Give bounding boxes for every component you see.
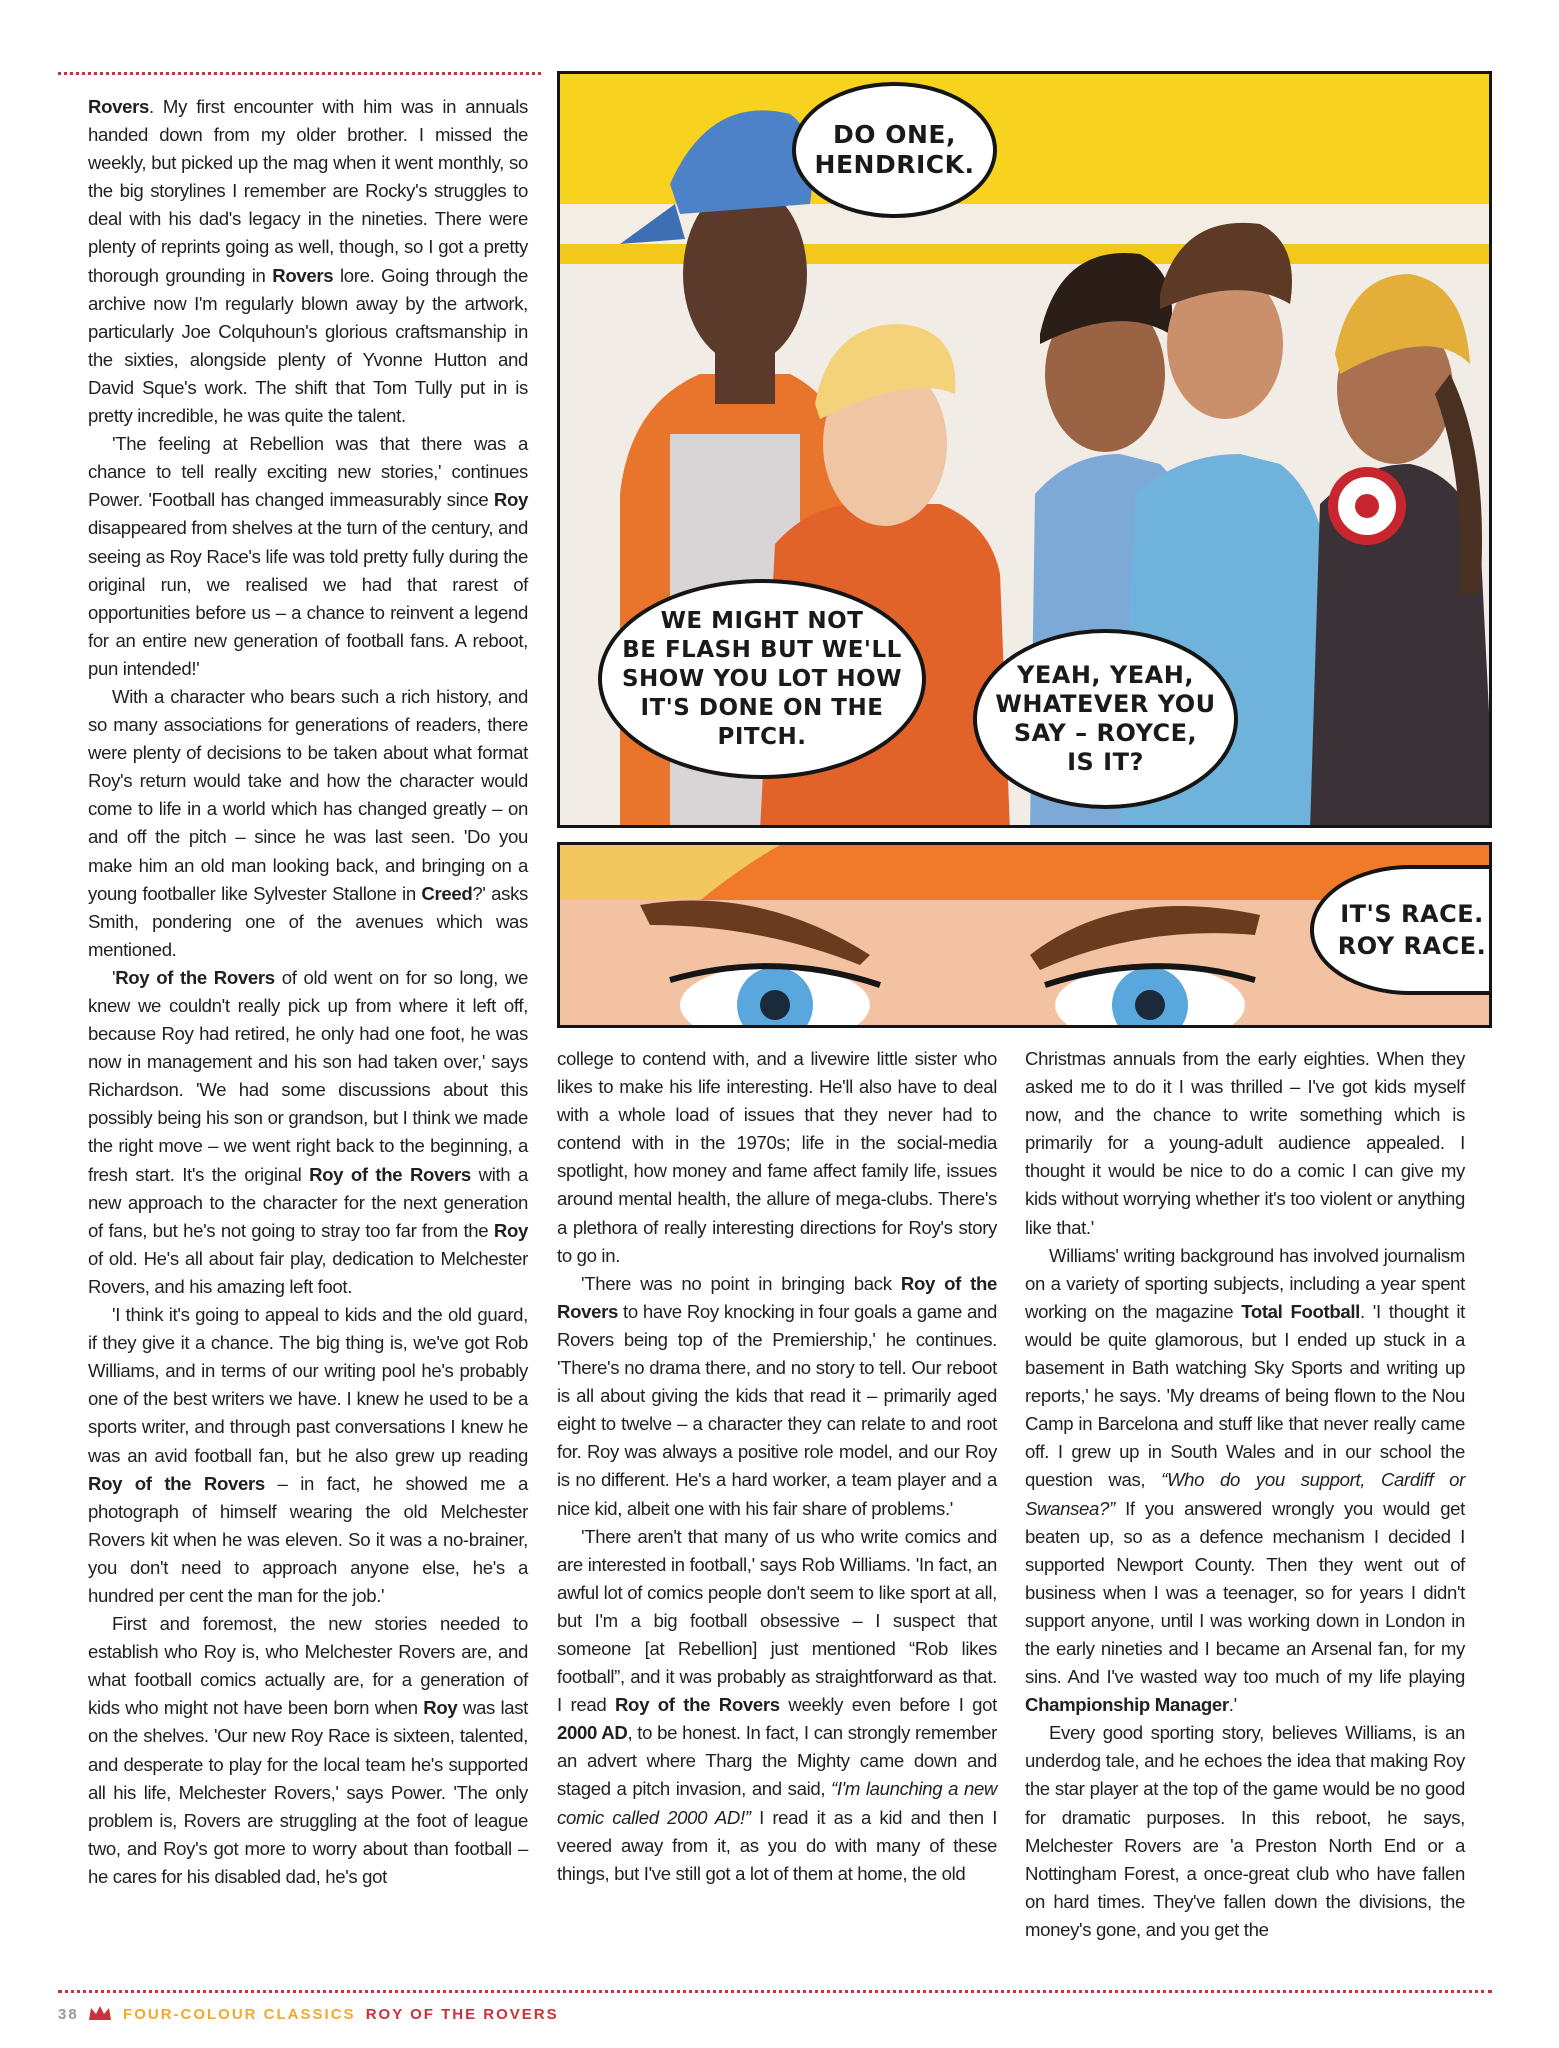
speech-text: DO ONE, HENDRICK. [814,120,975,179]
paragraph: 'There aren't that many of us who write comics and are interested in football,' says Rob Williams. 'In fact, an awful lot of comics people don't seem to like sport at all, but I'm a big football obsessive – I suspect that someone [at Rebellion] just mentioned “Rob likes football”, and it was probably as straightforward as that. I read Roy of the Rovers weekly even before I got 2000 AD, to be honest. In fact, I can strongly remember an advert where Tharg the Mighty came down and staged a pitch invasion, and said, “I'm launching a new comic called 2000 AD!” I read it as a kid and then I veered away from it, as you do with many of these things, but I've still got a lot of them at home, the old [557,1525,998,1884]
speech-bubble-royce [973,629,1238,809]
bottom-dotted-rule [58,1990,1492,1993]
paragraph: Christmas annuals from the early eighties. When they asked me to do it I was thrilled – I've got kids myself now, and the chance to write something which is primarily for a young-adult audience appealed. I thought it would be nice to do a comic I can give my kids without worrying whether it's too violent or anything like that.' [1025,1048,1465,1238]
article-column-middle [557,1045,997,1888]
paragraph: Every good sporting story, believes Williams, is an underdog tale, and he echoes the idea that making Roy the star player at the top of the game would be no good for dramatic purposes. In this reboot, he says, Melchester Rovers are 'a Preston North End or a Nottingham Forest, a once-great club who have fallen on hard times. They've fallen down the divisions, the money's gone, and you get the [1025,1722,1465,1940]
paragraph: 'I think it's going to appeal to kids and the old guard, if they give it a chance. The big thing is, we've got Rob Williams, and in terms of our writing pool he's probably one of the best writers we have. I knew he used to be a sports writer, and through past conversations I knew he was an avid football fan, but he also grew up reading Roy of the Rovers – in fact, he showed me a photograph of himself wearing the old Melchester Rovers kit when he was eleven. So it was a no-brainer, you don't need to approach anyone else, he's a hundred per cent the man for the job.' [88,1304,528,1606]
speech-bubble-flash [598,579,926,779]
speech-text: WE MIGHT NOT BE FLASH BUT WE'LL SHOW YOU LOT HOW IT'S DONE ON THE PITCH. [621,607,903,750]
page-number: 38 [58,2006,79,2023]
article-title: ROY OF THE ROVERS [365,2006,559,2023]
comic-panel-dressing-room [557,71,1492,828]
paragraph: college to contend with, and a livewire little sister who likes to make his life interesting. He'll also have to deal with a whole load of issues that they never had to contend with in the 1970s; life in the social-media spotlight, how money and fame affect family life, issues around mental health, the allure of mega-clubs. There's a plethora of really interesting directions for Roy's story to go in. [557,1048,997,1266]
speech-bubble-hendrick [792,82,997,218]
speech-text: YEAH, YEAH, WHATEVER YOU SAY – ROYCE, IS IT? [995,661,1216,776]
top-dotted-rule [58,72,541,75]
series-name: FOUR-COLOUR CLASSICS [123,2006,356,2023]
article-column-right [1025,1045,1465,1944]
speech-text: IT'S RACE. ROY RACE. [1337,900,1487,960]
article-column-left [88,93,528,1891]
crown-icon [89,2006,111,2020]
comic-panel-eyes-closeup [557,842,1492,1028]
paragraph: First and foremost, the new stories needed to establish who Roy is, who Melchester Rovers are, and what football comics actually are, for a generation of kids who might not have been born when Roy was last on the shelves. 'Our new Roy Race is sixteen, talented, and desperate to play for the local team he's supported all his life, Melchester Rovers,' says Power. 'The only problem is, Rovers are struggling at the foot of league two, and Roy's got more to worry about than football – he cares for his disabled dad, he's got [88,1613,528,1887]
paragraph: Williams' writing background has involved journalism on a variety of sporting subjects, including a year spent working on the magazine Total Football. 'I thought it would be quite glamorous, but I ended up stuck in a basement in Bath watching Sky Sports and writing up reports,' he says. 'My dreams of being flown to the Nou Camp in Barcelona and stuff like that never really came off. I grew up in South Wales and in our school the question was, “Who do you support, Cardiff or Swansea?” If you answered wrongly you would get beaten up, so as a defence mechanism I decided I supported Newport County. Then they went out of business when I was a teenager, so for years I didn't support anyone, until I was working down in London in the early nineties and I became an Arsenal fan, for my sins. And I've wasted way too much of my life playing Championship Manager.' [1025,1244,1466,1716]
paragraph: 'Roy of the Rovers of old went on for so long, we knew we couldn't really pick up from where it left off, because Roy had retired, he only had one foot, he was now in management and his son had taken over,' says Richardson. 'We had some discussions about this possibly being his son or grandson, but I think we made the right move – we went right back to the beginning, a fresh start. It's the original Roy of the Rovers with a new approach to the character for the next generation of fans, but he's not going to stray too far from the Roy of old. He's all about fair play, dedication to Melchester Rovers, and his amazing left foot. [88,966,528,1297]
paragraph: 'The feeling at Rebellion was that there was a chance to tell really exciting new stories,' continues Power. 'Football has changed immeasurably since Roy disappeared from shelves at the turn of the century, and seeing as Roy Race's life was told pretty fully during the original run, we realised we had that rarest of opportunities before us – a chance to reinvent a legend for an entire new generation of football fans. A reboot, pun intended!' [88,433,529,679]
paragraph: With a character who bears such a rich history, and so many associations for generations of readers, there were plenty of decisions to be taken about what format Roy's return would take and how the character would come to life in a world which has changed greatly – on and off the pitch – since he was last seen. 'Do you make him an old man looking back, and bringing on a young footballer like Sylvester Stallone in Creed?' asks Smith, pondering one of the avenues which was mentioned. [88,685,529,960]
paragraph: Rovers. My first encounter with him was in annuals handed down from my older brother. I missed the weekly, but picked up the mag when it went monthly, so the big storylines I remember are Rocky's struggles to deal with his dad's legacy in the nineties. There were plenty of reprints going as well, though, so I got a pretty thorough grounding in Rovers lore. Going through the archive now I'm regularly blown away by the artwork, particularly Joe Colquhoun's glorious craftsmanship in the sixties, alongside plenty of Yvonne Hutton and David Sque's work. The shift that Tom Tully put in is pretty incredible, he was quite the talent. [88,96,528,427]
paragraph: 'There was no point in bringing back Roy of the Rovers to have Roy knocking in four goals a game and Rovers being top of the Premiership,' he continues. 'There's no drama there, and no story to tell. Our reboot is all about giving the kids that read it – primarily aged eight to twelve – a character they can relate to and root for. Roy was always a positive role model, and our Roy is no different. He's a hard worker, a team player and a nice kid, albeit one with his fair share of problems.' [557,1272,998,1519]
page-footer [58,2006,559,2023]
